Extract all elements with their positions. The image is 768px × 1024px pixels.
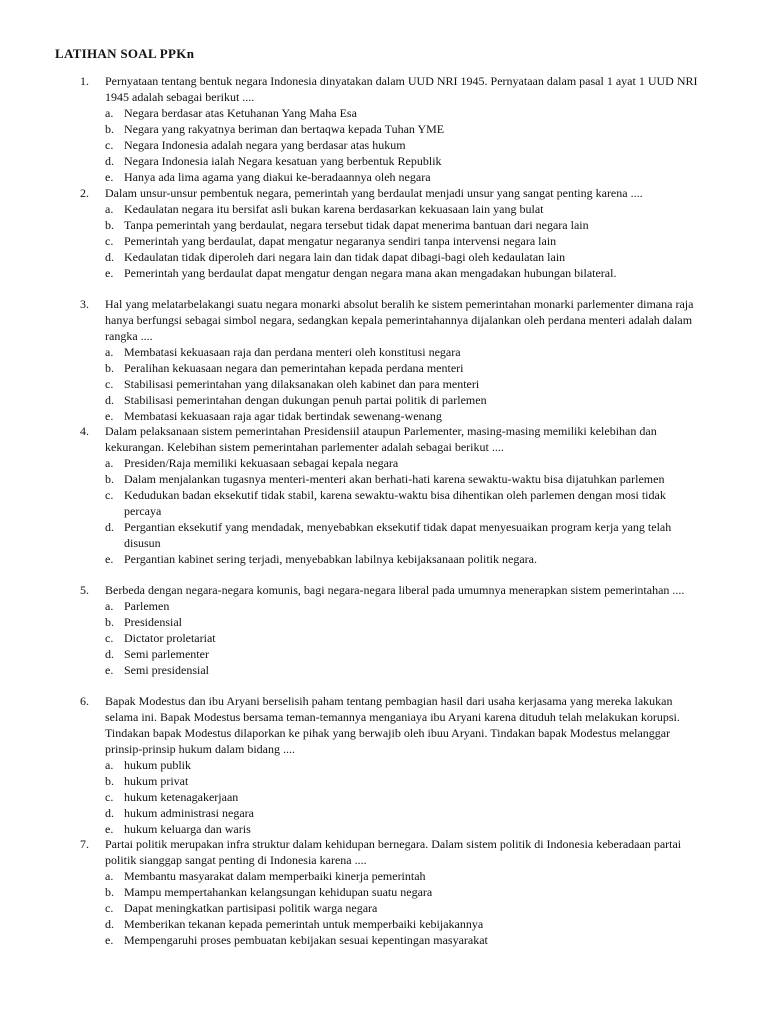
question-number: 6.	[80, 694, 89, 708]
option-text: Presidensial	[124, 615, 182, 629]
option-letter: d.	[105, 647, 114, 661]
option-letter: c.	[105, 901, 114, 915]
option-letter: e.	[105, 933, 114, 947]
page-title: LATIHAN SOAL PPKn	[55, 46, 195, 61]
option-text: Pemerintah yang berdaulat dapat mengatur dengan negara mana akan mengadakan hubungan bilateral.	[124, 266, 617, 280]
option-text: Negara berdasar atas Ketuhanan Yang Maha Esa	[124, 106, 357, 120]
option-letter: e.	[105, 552, 114, 566]
question-text: Hal yang melatarbelakangi suatu negara monarki absolut beralih ke sistem pemerintahan monarki parlementer dimana raja hanya berfungsi sebagai simbol negara, sedangkan kepala pemerintahannya dijalankan oleh perdana menteri adalah dalam rangka ....	[105, 297, 694, 343]
question-6	[80, 693, 700, 837]
option-d	[105, 519, 700, 551]
question-text: Dalam unsur-unsur pembentuk negara, pemerintah yang berdaulat menjadi unsur yang sangat penting karena ....	[105, 186, 643, 200]
option-letter: e.	[105, 822, 114, 836]
option-a	[105, 757, 700, 773]
option-text: Membantu masyarakat dalam memperbaiki kinerja pemerintah	[124, 869, 426, 883]
option-e	[105, 821, 700, 837]
question-text: Partai politik merupakan infra struktur dalam kehidupan bernegara. Dalam sistem politik di Indonesia keberadaan partai politik sianggap sangat penting di Indonesia karena ....	[105, 837, 682, 867]
option-a	[105, 105, 700, 121]
option-text: Tanpa pemerintah yang berdaulat, negara tersebut tidak dapat menerima bantuan dari negara lain	[124, 218, 589, 232]
option-letter: c.	[105, 790, 114, 804]
option-letter: b.	[105, 615, 114, 629]
question-number: 7.	[80, 837, 89, 851]
question-text: Dalam pelaksanaan sistem pemerintahan Presidensiil ataupun Parlementer, masing-masing memiliki kelebihan dan kekurangan. Kelebihan sistem pemerintahan parlementer adalah sebagai berikut ....	[105, 424, 657, 454]
question-text: Bapak Modestus dan ibu Aryani berselisih paham tentang pembagian hasil dari usaha kerjasama yang mereka lakukan selama ini. Bapak Modestus bersama teman-temannya menganiaya ibu Aryani karena dituduh telah melakukan korupsi. Tindakan bapak Modestus dilaporkan ke pihak yang berwajib oleh ibuu Aryani. Tindakan bapak Modestus melanggar prinsip-prinsip hukum dalam bidang ....	[105, 694, 680, 756]
option-letter: d.	[105, 806, 114, 820]
option-text: Pergantian eksekutif yang mendadak, menyebabkan eksekutif tidak dapat menyesuaikan program kerja yang telah disusun	[124, 520, 672, 550]
option-text: Pemerintah yang berdaulat, dapat mengatur negaranya sendiri tanpa intervensi negara lain	[124, 234, 557, 248]
option-b	[105, 773, 700, 789]
option-letter: e.	[105, 663, 114, 677]
option-e	[105, 662, 700, 678]
option-letter: c.	[105, 488, 114, 502]
question-number: 3.	[80, 297, 89, 311]
option-text: Stabilisasi pemerintahan yang dilaksanakan oleh kabinet dan para menteri	[124, 377, 480, 391]
option-letter: d.	[105, 393, 114, 407]
option-text: Presiden/Raja memiliki kekuasaan sebagai kepala negara	[124, 456, 399, 470]
option-letter: a.	[105, 869, 114, 883]
option-c	[105, 487, 700, 519]
option-text: Pergantian kabinet sering terjadi, menyebabkan labilnya kebijaksanaan politik negara.	[124, 552, 537, 566]
option-text: hukum privat	[124, 774, 189, 788]
option-text: Mempengaruhi proses pembuatan kebijakan sesuai kepentingan masyarakat	[124, 933, 488, 947]
option-d	[105, 916, 700, 932]
question-4	[80, 423, 700, 567]
option-letter: b.	[105, 122, 114, 136]
option-text: Membatasi kekuasaan raja dan perdana menteri oleh konstitusi negara	[124, 345, 461, 359]
option-text: Dapat meningkatkan partisipasi politik warga negara	[124, 901, 378, 915]
question-7	[80, 836, 700, 948]
option-letter: e.	[105, 170, 114, 184]
option-text: Negara yang rakyatnya beriman dan bertaqwa kepada Tuhan YME	[124, 122, 445, 136]
option-e	[105, 551, 700, 567]
option-text: Semi presidensial	[124, 663, 209, 677]
option-list	[105, 757, 700, 837]
option-text: hukum keluarga dan waris	[124, 822, 251, 836]
option-letter: a.	[105, 345, 114, 359]
option-e	[105, 408, 700, 424]
option-d	[105, 805, 700, 821]
option-letter: c.	[105, 138, 114, 152]
option-b	[105, 884, 700, 900]
option-text: hukum ketenagakerjaan	[124, 790, 239, 804]
option-c	[105, 137, 700, 153]
option-b	[105, 217, 700, 233]
option-text: Memberikan tekanan kepada pemerintah untuk memperbaiki kebijakannya	[124, 917, 484, 931]
question-text: Pernyataan tentang bentuk negara Indonesia dinyatakan dalam UUD NRI 1945. Pernyataan dalam pasal 1 ayat 1 UUD NRI 1945 adalah sebagai berikut ....	[105, 74, 698, 104]
option-text: Dalam menjalankan tugasnya menteri-menteri akan berhati-hati karena sewaktu-waktu bisa dijatuhkan parlemen	[124, 472, 665, 486]
option-list	[105, 105, 700, 185]
question-number: 2.	[80, 186, 89, 200]
question-number: 4.	[80, 424, 89, 438]
option-list	[105, 201, 700, 281]
option-text: Membatasi kekuasaan raja agar tidak bertindak sewenang-wenang	[124, 409, 442, 423]
option-text: Negara Indonesia ialah Negara kesatuan yang berbentuk Republik	[124, 154, 442, 168]
option-c	[105, 789, 700, 805]
option-c	[105, 233, 700, 249]
question-1	[80, 73, 700, 185]
question-number: 5.	[80, 583, 89, 597]
option-c	[105, 900, 700, 916]
option-list	[105, 868, 700, 948]
option-a	[105, 344, 700, 360]
option-text: Parlemen	[124, 599, 170, 613]
option-letter: d.	[105, 520, 114, 534]
option-list	[105, 598, 700, 678]
option-a	[105, 598, 700, 614]
option-text: Semi parlementer	[124, 647, 209, 661]
option-letter: a.	[105, 758, 114, 772]
option-text: Hanya ada lima agama yang diakui ke-beradaannya oleh negara	[124, 170, 431, 184]
option-list	[105, 344, 700, 424]
option-letter: d.	[105, 250, 114, 264]
option-e	[105, 932, 700, 948]
option-text: hukum administrasi negara	[124, 806, 254, 820]
option-letter: e.	[105, 409, 114, 423]
option-text: hukum publik	[124, 758, 192, 772]
option-b	[105, 471, 700, 487]
option-b	[105, 121, 700, 137]
option-list	[105, 455, 700, 567]
option-c	[105, 630, 700, 646]
option-c	[105, 376, 700, 392]
option-letter: b.	[105, 774, 114, 788]
question-number: 1.	[80, 74, 89, 88]
question-3	[80, 296, 700, 424]
option-d	[105, 392, 700, 408]
option-text: Peralihan kekuasaan negara dan pemerintahan kepada perdana menteri	[124, 361, 464, 375]
option-text: Dictator proletariat	[124, 631, 216, 645]
option-text: Kedaulatan negara itu bersifat asli bukan karena berdasarkan kekuasaan lain yang bulat	[124, 202, 544, 216]
option-letter: a.	[105, 202, 114, 216]
option-letter: b.	[105, 472, 114, 486]
option-text: Stabilisasi pemerintahan dengan dukungan penuh partai politik di parlemen	[124, 393, 487, 407]
option-text: Mampu mempertahankan kelangsungan kehidupan suatu negara	[124, 885, 433, 899]
option-e	[105, 169, 700, 185]
option-b	[105, 614, 700, 630]
option-letter: d.	[105, 917, 114, 931]
question-5	[80, 582, 700, 678]
option-letter: b.	[105, 361, 114, 375]
option-letter: a.	[105, 106, 114, 120]
option-text: Negara Indonesia adalah negara yang berdasar atas hukum	[124, 138, 406, 152]
option-letter: e.	[105, 266, 114, 280]
option-a	[105, 868, 700, 884]
option-letter: c.	[105, 631, 114, 645]
option-text: Kedudukan badan eksekutif tidak stabil, karena sewaktu-waktu bisa dihentikan oleh parlemen dengan mosi tidak percaya	[124, 488, 666, 518]
question-2	[80, 185, 700, 281]
option-a	[105, 455, 700, 471]
option-text: Kedaulatan tidak diperoleh dari negara lain dan tidak dapat dibagi-bagi oleh kedaulatan lain	[124, 250, 566, 264]
option-b	[105, 360, 700, 376]
option-d	[105, 153, 700, 169]
option-letter: d.	[105, 154, 114, 168]
option-a	[105, 201, 700, 217]
option-letter: a.	[105, 599, 114, 613]
option-letter: a.	[105, 456, 114, 470]
option-letter: b.	[105, 218, 114, 232]
option-d	[105, 646, 700, 662]
option-e	[105, 265, 700, 281]
option-letter: c.	[105, 234, 114, 248]
option-d	[105, 249, 700, 265]
option-letter: c.	[105, 377, 114, 391]
option-letter: b.	[105, 885, 114, 899]
question-text: Berbeda dengan negara-negara komunis, bagi negara-negara liberal pada umumnya menerapkan sistem pemerintahan ....	[105, 583, 685, 597]
